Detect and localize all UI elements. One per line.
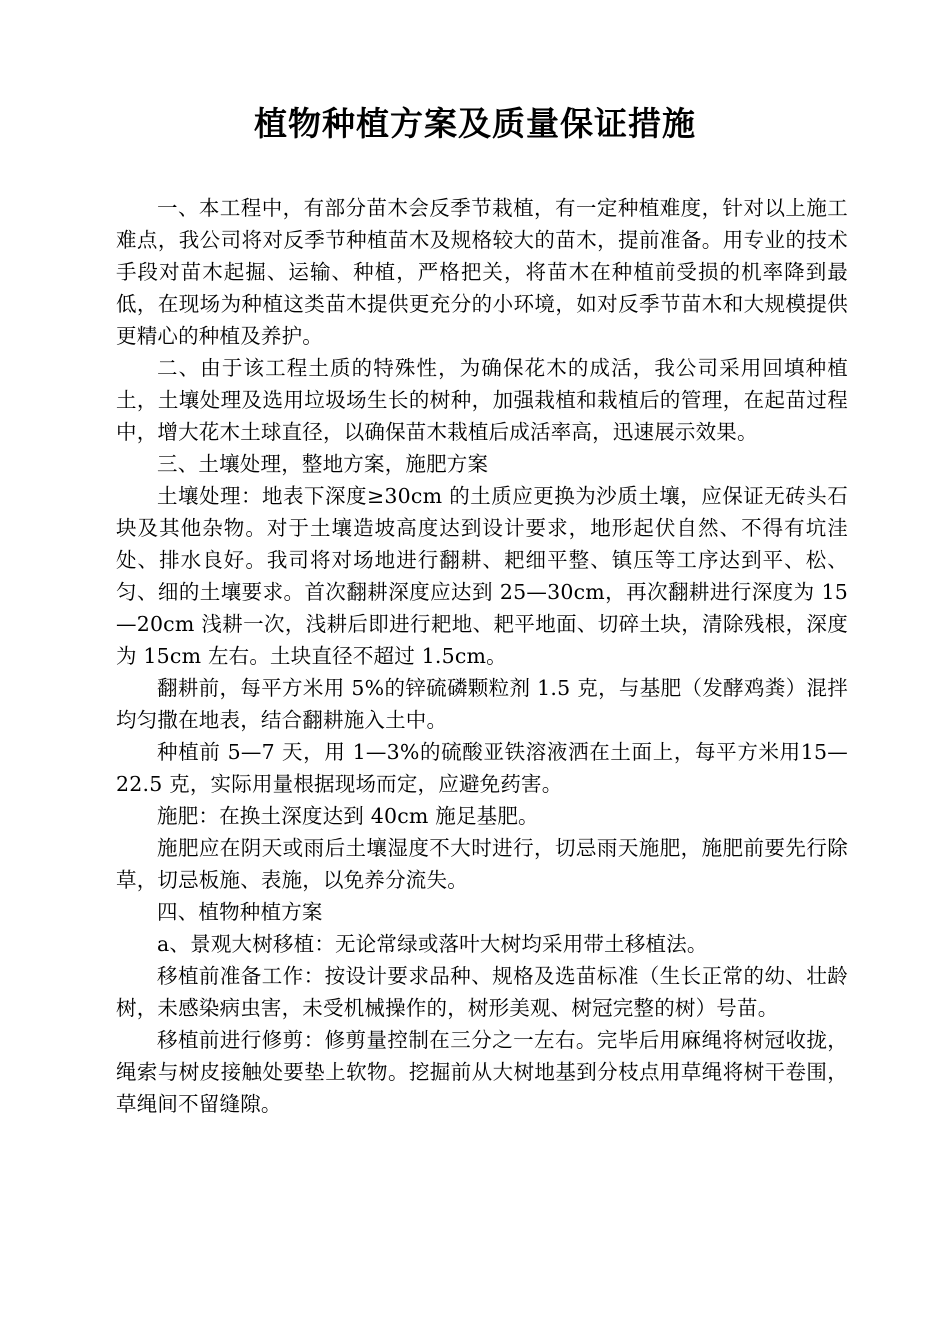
paragraph-transplant-preparation: 移植前准备工作：按设计要求品种、规格及选苗标准（生长正常的幼、壮龄树，未感染病虫害，未受机械操作的，树形美观、树冠完整的树）号苗。 xyxy=(116,964,848,1020)
document-body xyxy=(116,192,848,1120)
paragraph-before-plowing: 翻耕前，每平方米用 5%的锌硫磷颗粒剂 1.5 克，与基肥（发酵鸡粪）混拌均匀撒在地表，结合翻耕施入土中。 xyxy=(116,676,848,732)
paragraph-transplant-pruning: 移植前进行修剪：修剪量控制在三分之一左右。完毕后用麻绳将树冠收拢，绳索与树皮接触处要垫上软物。挖掘前从大树地基到分枝点用草绳将树干卷围，草绳间不留缝隙。 xyxy=(116,1028,848,1116)
paragraph-section-2: 二、由于该工程土质的特殊性，为确保花木的成活，我公司采用回填种植土，土壤处理及选用垃圾场生长的树种，加强栽植和栽植后的管理，在起苗过程中，增大花木土球直径，以确保苗木栽植后成活率高，迅速展示效果。 xyxy=(116,356,848,444)
paragraph-fertilizing-timing: 施肥应在阴天或雨后土壤湿度不大时进行，切忌雨天施肥，施肥前要先行除草，切忌板施、表施，以免养分流失。 xyxy=(116,836,848,892)
document-title: 植物种植方案及质量保证措施 xyxy=(254,104,696,143)
paragraph-soil-treatment: 土壤处理：地表下深度≥30cm 的土质应更换为沙质土壤，应保证无砖头石块及其他杂物。对于土壤造坡高度达到设计要求，地形起伏自然、不得有坑洼处、排水良好。我司将对场地进行翻耕、耙细平整、镇压等工序达到平、松、匀、细的土壤要求。首次翻耕深度应达到 25—30cm，再次翻耕进行深度为 15—20cm 浅耕一次，浅耕后即进行耙地、耙平地面、切碎土块，清除残根，深度为 15cm 左右。土块直径不超过 1.5cm。 xyxy=(116,484,848,668)
paragraph-fertilizing: 施肥：在换土深度达到 40cm 施足基肥。 xyxy=(157,804,539,828)
paragraph-section-1: 一、本工程中，有部分苗木会反季节栽植，有一定种植难度，针对以上施工难点，我公司将对反季节种植苗木及规格较大的苗木，提前准备。用专业的技术手段对苗木起掘、运输、种植，严格把关，将苗木在种植前受损的机率降到最低，在现场为种植这类苗木提供更充分的小环境，如对反季节苗木和大规模提供更精心的种植及养护。 xyxy=(116,196,848,348)
paragraph-before-planting: 种植前 5—7 天，用 1—3%的硫酸亚铁溶液洒在土面上，每平方米用15—22.5 克，实际用量根据现场而定，应避免药害。 xyxy=(116,740,848,796)
paragraph-large-tree-transplant: a、景观大树移植：无论常绿或落叶大树均采用带土移植法。 xyxy=(157,932,708,956)
heading-section-4: 四、植物种植方案 xyxy=(157,900,323,924)
heading-section-3: 三、土壤处理，整地方案，施肥方案 xyxy=(157,452,489,476)
